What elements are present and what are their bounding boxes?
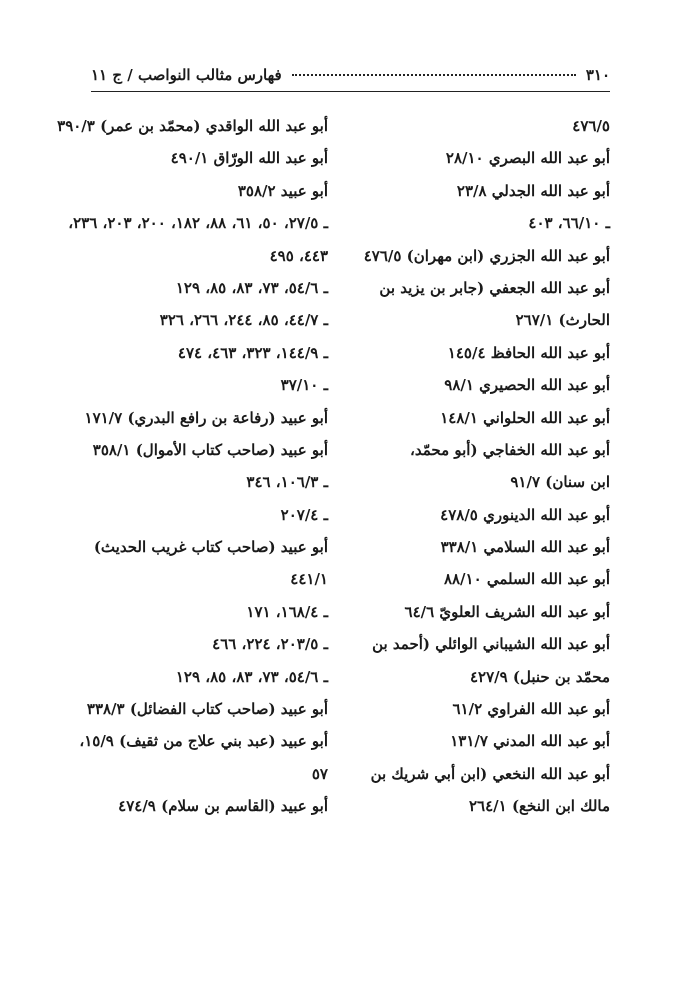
index-entry: ٤٧٦/٥ [572,117,610,135]
index-entry: أبو عبيد (صاحب كتاب الفضائل) ٣٣٨/٣ [86,700,328,719]
index-entry: أبو عبد الله الجزري (ابن مهران) ٤٧٦/٥ [363,246,610,265]
index-entry: أبو عبد الله السلامي ٣٣٨/١ [440,538,610,557]
index-entry: أبو عبد الله الواقدي (محمّد بن عمر) ٣٩٠/٣ [57,117,328,135]
index-entry: ٥٧ [311,764,328,783]
right-index-column [363,110,610,823]
index-entry: أبو عبيد ٣٥٨/٢ [237,181,328,200]
page-header [91,60,610,90]
left-index-column [57,110,328,823]
index-entry: أبو عبد الله الحصيري ٩٨/١ [444,376,610,395]
index-entry: أبو عبد الله الدينوري ٤٧٨/٥ [440,505,610,524]
header-leader-dots [292,74,576,76]
index-entry: أبو عبد الله الشيباني الوائلي (أحمد بن [372,635,610,654]
index-entry: ـ ٣٧/١٠ [280,376,328,395]
index-entry: ـ ٤٤/٧، ٨٥، ٢٤٤، ٢٦٦، ٣٢٦ [159,311,328,330]
index-entry: ـ ٢٠٣/٥، ٢٢٤، ٤٦٦ [212,635,328,654]
index-entry: أبو عبيد (صاحب كتاب الأموال) ٣٥٨/١ [92,440,328,459]
index-entry: أبو عبيد (عبد بني علاج من ثقيف) ١٥/٩، [79,732,328,751]
index-entry: ـ ١٠٦/٣، ٣٤٦ [246,473,328,492]
index-entry: أبو عبد الله الحلواني ١٤٨/١ [440,408,610,427]
index-entry: ـ ٢٠٧/٤ [280,505,328,524]
index-entry: ـ ٥٤/٦، ٧٣، ٨٣، ٨٥، ١٢٩ [175,667,328,686]
index-entry: أبو عبد الله المدني ١٣١/٧ [450,732,610,751]
index-entry: أبو عبد الله السلمي ٨٨/١٠ [443,570,610,589]
index-entry: أبو عبيد (القاسم بن سلام) ٤٧٤/٩ [118,797,328,816]
index-entry: أبو عبد الله الجعفي (جابر بن يزيد بن [379,278,610,297]
index-entry: أبو عبد الله الحافظ ١٤٥/٤ [447,343,610,362]
index-entry: أبو عبد الله الشريف العلويّ ٦٤/٦ [404,602,610,621]
index-entry: ـ ١٤٤/٩، ٣٢٣، ٤٦٣، ٤٧٤ [177,343,328,362]
index-entry: أبو عبد الله البصري ٢٨/١٠ [445,149,610,168]
index-entry: أبو عبد الله الفراوي ٦١/٢ [452,700,610,719]
index-entry: ٤٤١/١ [290,570,328,589]
index-entry: ـ ٢٧/٥، ٥٠، ٦١، ٨٨، ١٨٢، ٢٠٠، ٢٠٣، ٢٣٦، [68,214,328,233]
index-entry: أبو عبيد (رفاعة بن رافع البدري) ١٧١/٧ [84,408,328,427]
index-entry: أبو عبد الله النخعي (ابن أبي شريك بن [370,764,610,783]
page-number: ٣١٠ [585,66,610,84]
index-entry: مالك ابن النخع) ٢٦٤/١ [469,797,610,816]
running-title: فهارس مثالب النواصب / ج ١١ [91,66,282,84]
index-entry: أبو عبيد (صاحب كتاب غريب الحديث) [93,538,328,557]
index-entry: ـ ٦٦/١٠، ٤٠٣ [528,214,610,233]
index-entry: ـ ٥٤/٦، ٧٣، ٨٣، ٨٥، ١٢٩ [175,278,328,297]
index-entry: أبو عبد الله الورّاق ٤٩٠/١ [170,149,328,168]
index-entry: أبو عبد الله الجدلي ٢٣/٨ [456,181,610,200]
index-entry: ابن سنان) ٩١/٧ [510,473,610,492]
index-entry: محمّد بن حنبل) ٤٢٧/٩ [469,667,610,686]
index-entry: الحارث) ٢٦٧/١ [515,311,610,330]
header-rule [91,91,610,92]
index-entry: ٤٤٣، ٤٩٥ [269,246,328,265]
index-entry: أبو عبد الله الخفاجي (أبو محمّد، [410,440,610,459]
index-entry: ـ ١٦٨/٤، ١٧١ [246,602,328,621]
